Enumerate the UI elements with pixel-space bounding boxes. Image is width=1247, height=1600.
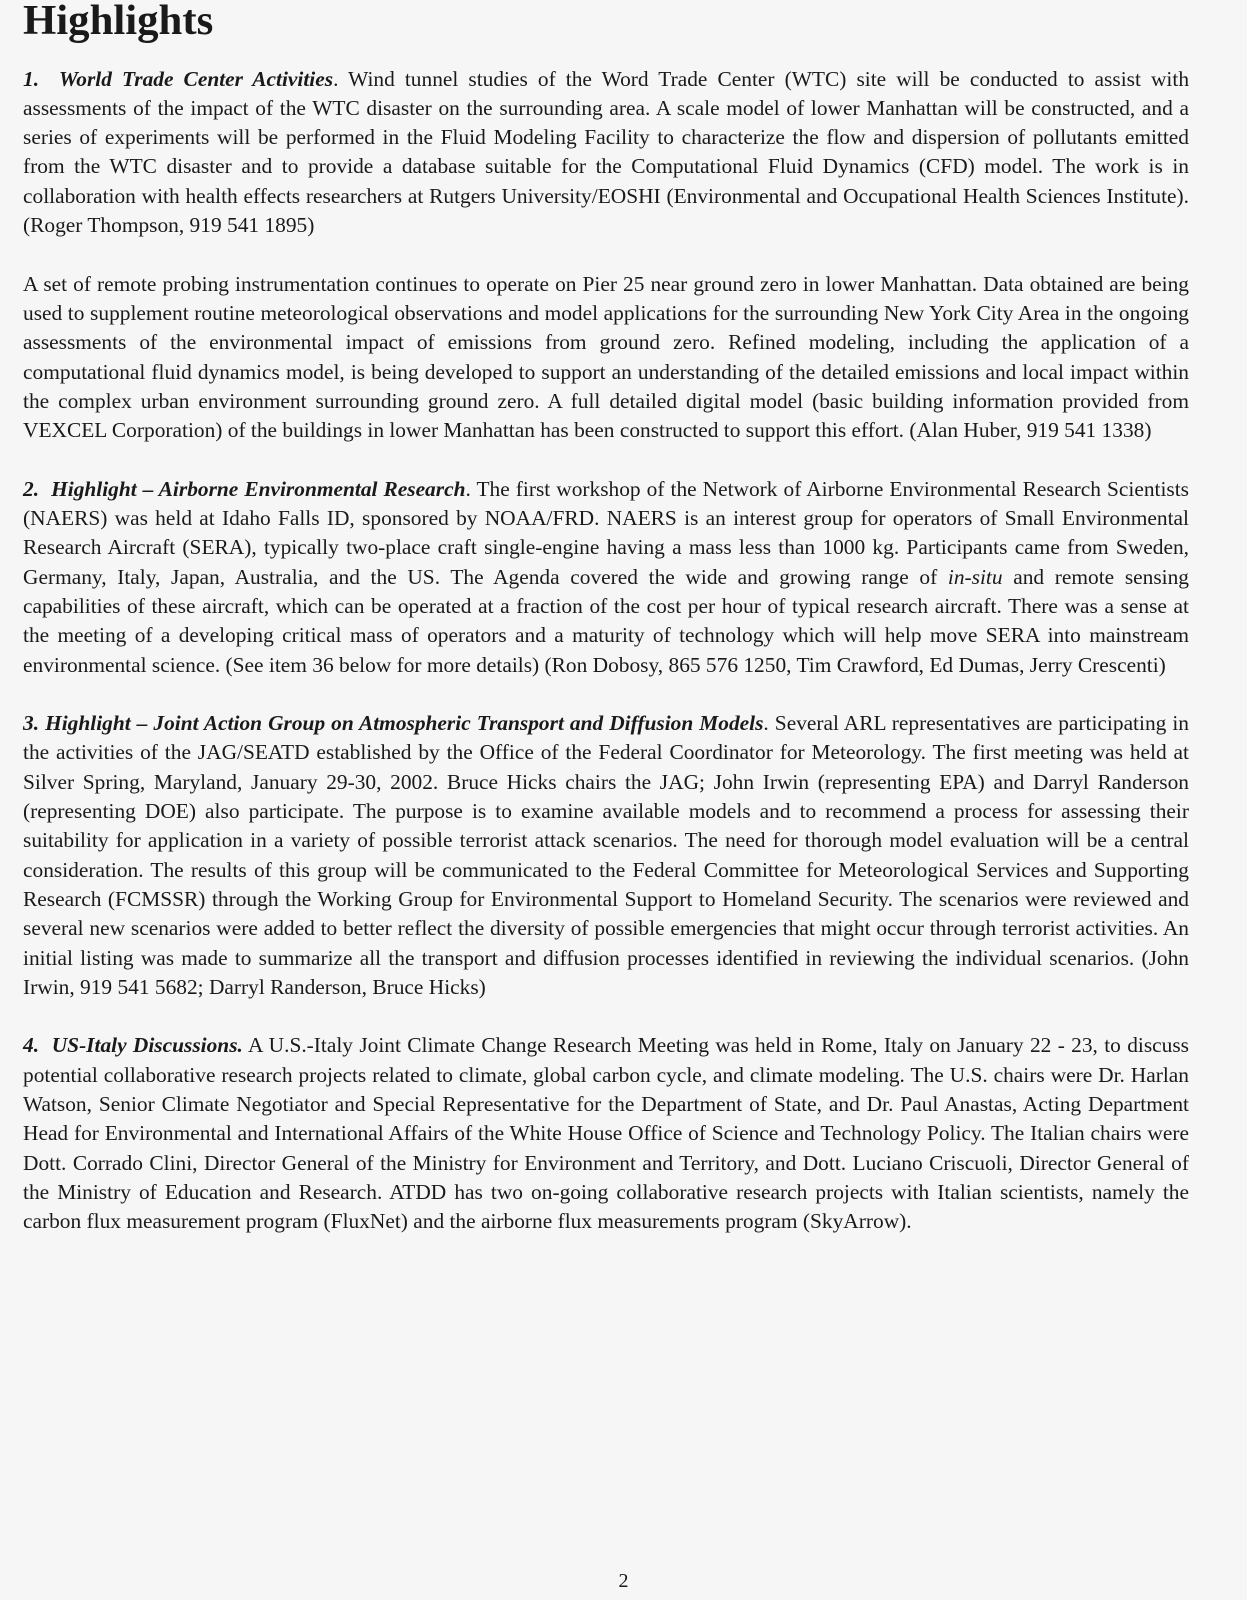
spacer — [23, 1002, 1189, 1031]
highlight-item-4 — [23, 1031, 1189, 1236]
item-4-body: A U.S.-Italy Joint Climate Change Research Meeting was held in Rome, Italy on January 22 - 23, to discuss potential collaborative research projects related to climate, global carbon cycle, and climate modeling. The U.S. chairs were Dr. Harlan Watson, Senior Climate Negotiator and Special Representative for the Department of State, and Dr. Paul Anastas, Acting Department Head for Environmental and International Affairs of the White House Office of Science and Technology Policy. The Italian chairs were Dott. Corrado Clini, Director General of the Ministry for Environment and Territory, and Dott. Luciano Criscuoli, Director General of the Ministry of Education and Research. ATDD has two on-going collaborative research projects with Italian scientists, namely the carbon flux measurement program (FluxNet) and the airborne flux measurements program (SkyArrow). — [23, 1033, 1189, 1234]
document-page — [23, 0, 1190, 1236]
highlight-item-2 — [23, 475, 1189, 680]
item-3-heading — [23, 711, 763, 735]
item-number: 1. — [23, 66, 40, 91]
item-number: 3. — [23, 711, 40, 736]
item-2-body-part-2: and remote sensing capabilities of these aircraft, which can be operated at a fraction of the cost per hour of typical research aircraft. There was a sense at the meeting of a developing critical mass of operators and a maturity of technology which will help move SERA into mainstream environmental science. (See item 36 below for more details) (Ron Dobosy, 865 576 1250, Tim Crawford, Ed Dumas, Jerry Crescenti) — [23, 564, 1189, 677]
italic-term: in-situ — [947, 564, 1003, 589]
item-title: US-Italy Discussions. — [51, 1033, 243, 1058]
spacer — [23, 445, 1189, 474]
item-heading-suffix: . — [465, 476, 471, 501]
item-1-heading — [23, 67, 333, 91]
item-2-body-part-1: The first workshop of the Network of Airborne Environmental Research Scientists (NAERS) was held at Idaho Falls ID, sponsored by NOAA/FRD. NAERS is an interest group for operators of Small Environmental Research Aircraft (SERA), typically two-place craft single-engine having a mass less than 1000 kg. Participants came from Sweden, Germany, Italy, Japan, Australia, and the US. The Agenda covered the wide and growing range of — [23, 476, 1189, 589]
page-number: 2 — [618, 1570, 629, 1592]
item-2-heading — [23, 477, 465, 501]
highlight-item-1-paragraph-2: A set of remote probing instrumentation continues to operate on Pier 25 near ground zero in lower Manhattan. Data obtained are being used to supplement routine meteorological observations and model applications for the surrounding New York City Area in the ongoing assessments of the environmental impact of emissions from ground zero. Refined modeling, including the application of a computational fluid dynamics model, is being developed to support an understanding of the detailed emissions and local impact within the complex urban environment surrounding ground zero. A full detailed digital model (basic building information provided from VEXCEL Corporation) of the buildings in lower Manhattan has been constructed to support this effort. (Alan Huber, 919 541 1338) — [23, 271, 1189, 443]
item-title: World Trade Center Activities — [58, 66, 334, 91]
item-title: Highlight – Joint Action Group on Atmospheric Transport and Diffusion Models — [45, 711, 764, 736]
page-title: Highlights — [23, 0, 214, 44]
highlight-item-1 — [23, 65, 1189, 241]
item-3-body: Several ARL representatives are participating in the activities of the JAG/SEATD established by the Office of the Federal Coordinator for Meteorology. The first meeting was held at Silver Spring, Maryland, January 29-30, 2002. Bruce Hicks chairs the JAG; John Irwin (representing EPA) and Darryl Randerson (representing DOE) also participate. The purpose is to examine available models and to recommend a process for assessing their suitability for application in a variety of possible terrorist attack scenarios. The need for thorough model evaluation will be a central consideration. The results of this group will be communicated to the Federal Committee for Meteorological Services and Supporting Research (FCMSSR) through the Working Group for Environmental Support to Homeland Security. The scenarios were reviewed and several new scenarios were added to better reflect the diversity of possible emergencies that might occur through terrorist activities. An initial listing was made to summarize all the transport and diffusion processes identified in reviewing the individual scenarios. (John Irwin, 919 541 5682; Darryl Randerson, Bruce Hicks) — [23, 711, 1189, 999]
item-4-heading — [23, 1033, 243, 1057]
item-heading-suffix: . — [333, 66, 339, 91]
item-number: 4. — [23, 1033, 40, 1058]
item-title: Highlight – Airborne Environmental Research — [51, 476, 466, 501]
item-number: 2. — [23, 476, 40, 501]
item-heading-suffix: . — [763, 711, 769, 736]
spacer — [23, 240, 1189, 269]
spacer — [23, 680, 1189, 709]
highlight-item-3 — [23, 709, 1189, 1002]
item-1-body: Wind tunnel studies of the Word Trade Center (WTC) site will be conducted to assist with assessments of the impact of the WTC disaster on the surrounding area. A scale model of lower Manhattan will be constructed, and a series of experiments will be performed in the Fluid Modeling Facility to characterize the flow and dispersion of pollutants emitted from the WTC disaster and to provide a database suitable for the Computational Fluid Dynamics (CFD) model. The work is in collaboration with health effects researchers at Rutgers University/EOSHI (Environmental and Occupational Health Sciences Institute). (Roger Thompson, 919 541 1895) — [23, 66, 1190, 238]
